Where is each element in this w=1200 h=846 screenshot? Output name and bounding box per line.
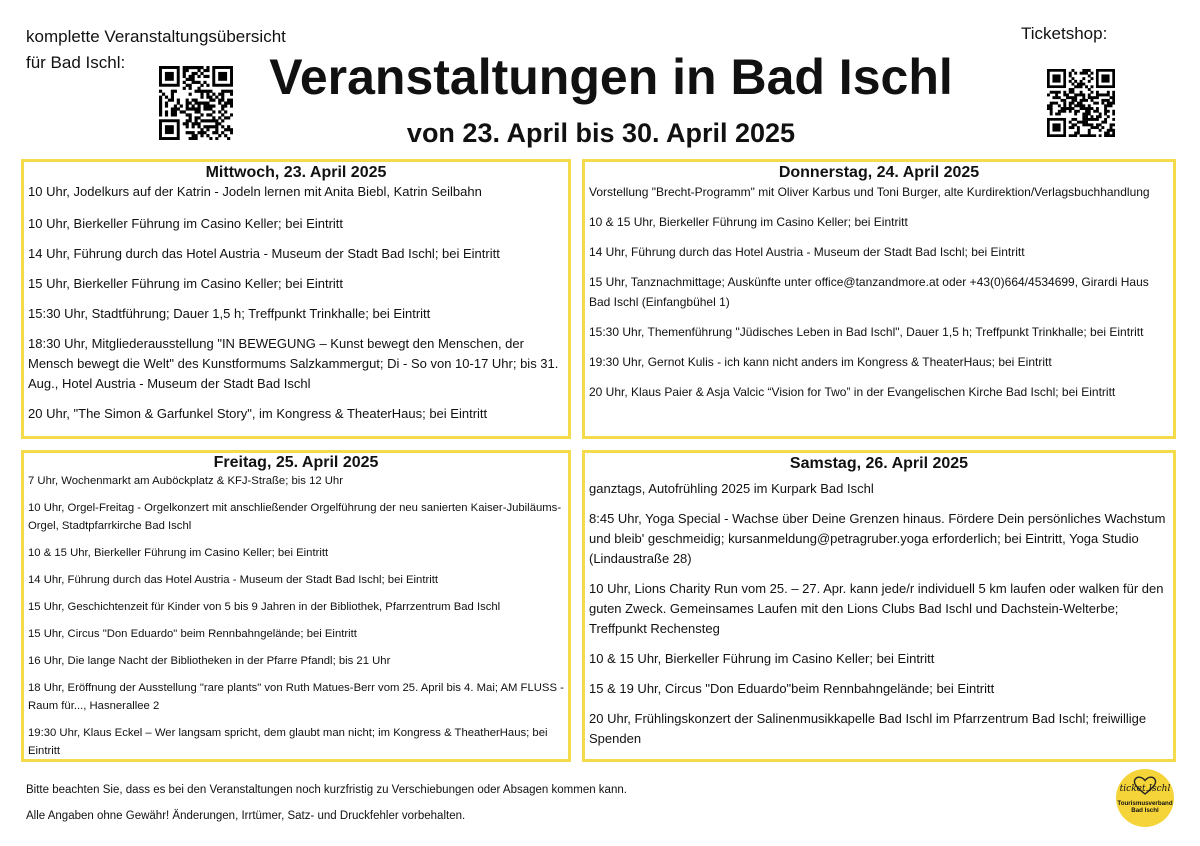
event-item: 15 Uhr, Geschichtenzeit für Kinder von 5 bis 9 Jahren in der Bibliothek, Pfarrzentrum Bad Ischl — [28, 601, 501, 613]
event-item: 19:30 Uhr, Klaus Eckel – Wer langsam spricht, dem glaubt man nicht; im Kongress & TheatherHaus; bei Eintritt — [28, 727, 548, 757]
day-panel-saturday — [582, 450, 1176, 762]
event-item: 20 Uhr, Frühlingskonzert der Salinenmusikkapelle Bad Ischl im Pfarrzentrum Bad Ischl; freiwillige Spenden — [589, 711, 1147, 746]
event-item: 18:30 Uhr, Mitgliederausstellung "IN BEWEGUNG – Kunst bewegt den Menschen, der Mensch bewegt die Welt" des Kunstformums Salzkammergut; Di - So von 10-17 Uhr; bis 31. Aug., Hotel Austria - Museum der Stadt Bad Ischl — [28, 336, 559, 391]
event-item: 14 Uhr, Führung durch das Hotel Austria - Museum der Stadt Bad Ischl; bei Eintritt — [28, 574, 439, 586]
event-list — [589, 479, 1169, 749]
event-item: 15:30 Uhr, Themenführung "Jüdisches Leben in Bad Ischl", Dauer 1,5 h; Treffpunkt Trinkhalle; bei Eintritt — [589, 325, 1144, 339]
event-item: 16 Uhr, Die lange Nacht der Bibliotheken in der Pfarre Pfandl; bis 21 Uhr — [28, 655, 391, 667]
event-item: 10 Uhr, Jodelkurs auf der Katrin - Jodeln lernen mit Anita Biebl, Katrin Seilbahn — [28, 184, 482, 199]
logo-line-1: Tourismusverband — [1117, 800, 1173, 807]
event-item: 15 Uhr, Circus "Don Eduardo" beim Rennbahngelände; bei Eintritt — [28, 628, 357, 640]
event-item: 10 & 15 Uhr, Bierkeller Führung im Casino Keller; bei Eintritt — [589, 651, 935, 666]
page-subtitle: von 23. April bis 30. April 2025 — [406, 118, 796, 148]
event-item: 15 & 19 Uhr, Circus "Don Eduardo"beim Rennbahngelände; bei Eintritt — [589, 681, 995, 696]
event-item: 8:45 Uhr, Yoga Special - Wachse über Deine Grenzen hinaus. Fördere Dein persönliches Wachstum und bleib' geschmeidig; kursanmeldung@petragruber.yoga erforderlich; bei Eintritt, Yoga Studio (Lindaustraße 28) — [589, 511, 1166, 566]
day-heading: Donnerstag, 24. April 2025 — [778, 164, 980, 181]
event-item: 20 Uhr, Klaus Paier & Asja Valcic “Vision for Two” in der Evangelischen Kirche Bad Ischl; bei Eintritt — [589, 385, 1116, 399]
disclaimer-no-liability: Alle Angaben ohne Gewähr! Änderungen, Irrtümer, Satz- und Druckfehler vorbehalten. — [26, 810, 466, 822]
day-heading: Freitag, 25. April 2025 — [213, 454, 379, 471]
event-item: 19:30 Uhr, Gernot Kulis - ich kann nicht anders im Kongress & TheaterHaus; bei Eintritt — [589, 355, 1052, 369]
day-heading: Samstag, 26. April 2025 — [789, 455, 969, 472]
event-item: 15 Uhr, Bierkeller Führung im Casino Keller; bei Eintritt — [28, 276, 344, 291]
day-panel-wednesday — [21, 159, 571, 439]
page-title: Veranstaltungen in Bad Ischl — [269, 49, 953, 105]
event-item: 14 Uhr, Führung durch das Hotel Austria - Museum der Stadt Bad Ischl; bei Eintritt — [28, 246, 500, 261]
event-item: 18 Uhr, Eröffnung der Ausstellung "rare plants" von Ruth Matues-Berr vom 25. April bis 4. Mai; AM FLUSS - Raum für..., Hasnerallee 2 — [28, 682, 564, 712]
event-item: 15:30 Uhr, Stadtführung; Dauer 1,5 h; Treffpunkt Trinkhalle; bei Eintritt — [28, 306, 431, 321]
event-item: 10 Uhr, Lions Charity Run vom 25. – 27. Apr. kann jede/r individuell 5 km laufen oder walken für den guten Zweck. Gemeinsames Laufen mit den Lions Clubs Bad Ischl und Dachstein-Welterbe; Treffpunkt Rechensteg — [589, 581, 1164, 636]
day-heading: Mittwoch, 23. April 2025 — [205, 164, 387, 181]
tourism-logo — [1116, 769, 1174, 827]
logo-line-2: Bad Ischl — [1131, 807, 1159, 814]
event-item: 14 Uhr, Führung durch das Hotel Austria - Museum der Stadt Bad Ischl; bei Eintritt — [589, 245, 1025, 259]
event-item: 10 & 15 Uhr, Bierkeller Führung im Casino Keller; bei Eintritt — [28, 547, 329, 559]
logo-script-text: ticket.Ischl — [1119, 784, 1171, 794]
intro-line-1: komplette Veranstaltungsübersicht — [26, 27, 286, 46]
event-list — [28, 472, 564, 760]
intro-line-2: für Bad Ischl: — [26, 53, 126, 72]
day-panel-thursday — [582, 159, 1176, 439]
event-item: 15 Uhr, Tanznachmittage; Auskünfte unter office@tanzandmore.at oder +43(0)664/4534699, Girardi Haus Bad Ischl (Einfangbühel 1) — [589, 275, 1149, 309]
day-panel-friday — [21, 450, 571, 762]
event-list — [28, 182, 564, 424]
event-item: 10 & 15 Uhr, Bierkeller Führung im Casino Keller; bei Eintritt — [589, 215, 908, 229]
event-item: 7 Uhr, Wochenmarkt am Auböckplatz & KFJ-Straße; bis 12 Uhr — [28, 475, 343, 487]
disclaimer-schedule-changes: Bitte beachten Sie, dass es bei den Veranstaltungen noch kurzfristig zu Verschiebungen oder Absagen kommen kann. — [26, 784, 627, 796]
ticketshop-label: Ticketshop: — [1021, 24, 1108, 43]
event-item: 10 Uhr, Orgel-Freitag - Orgelkonzert mit anschließender Orgelführung der neu sanierten Kaiser-Jubiläums-Orgel, Stadtpfarrkirche Bad Ischl — [28, 502, 562, 532]
event-item: 10 Uhr, Bierkeller Führung im Casino Keller; bei Eintritt — [28, 216, 344, 231]
ticketshop-qr-code-icon[interactable] — [1047, 69, 1115, 137]
event-item: ganztags, Autofrühling 2025 im Kurpark Bad Ischl — [589, 481, 874, 496]
event-item: Vorstellung "Brecht-Programm" mit Oliver Karbus und Toni Burger, alte Kurdirektion/Verlagsbuchhandlung — [589, 185, 1150, 199]
event-item: 20 Uhr, "The Simon & Garfunkel Story", im Kongress & TheaterHaus; bei Eintritt — [28, 406, 488, 421]
event-list — [589, 182, 1169, 402]
